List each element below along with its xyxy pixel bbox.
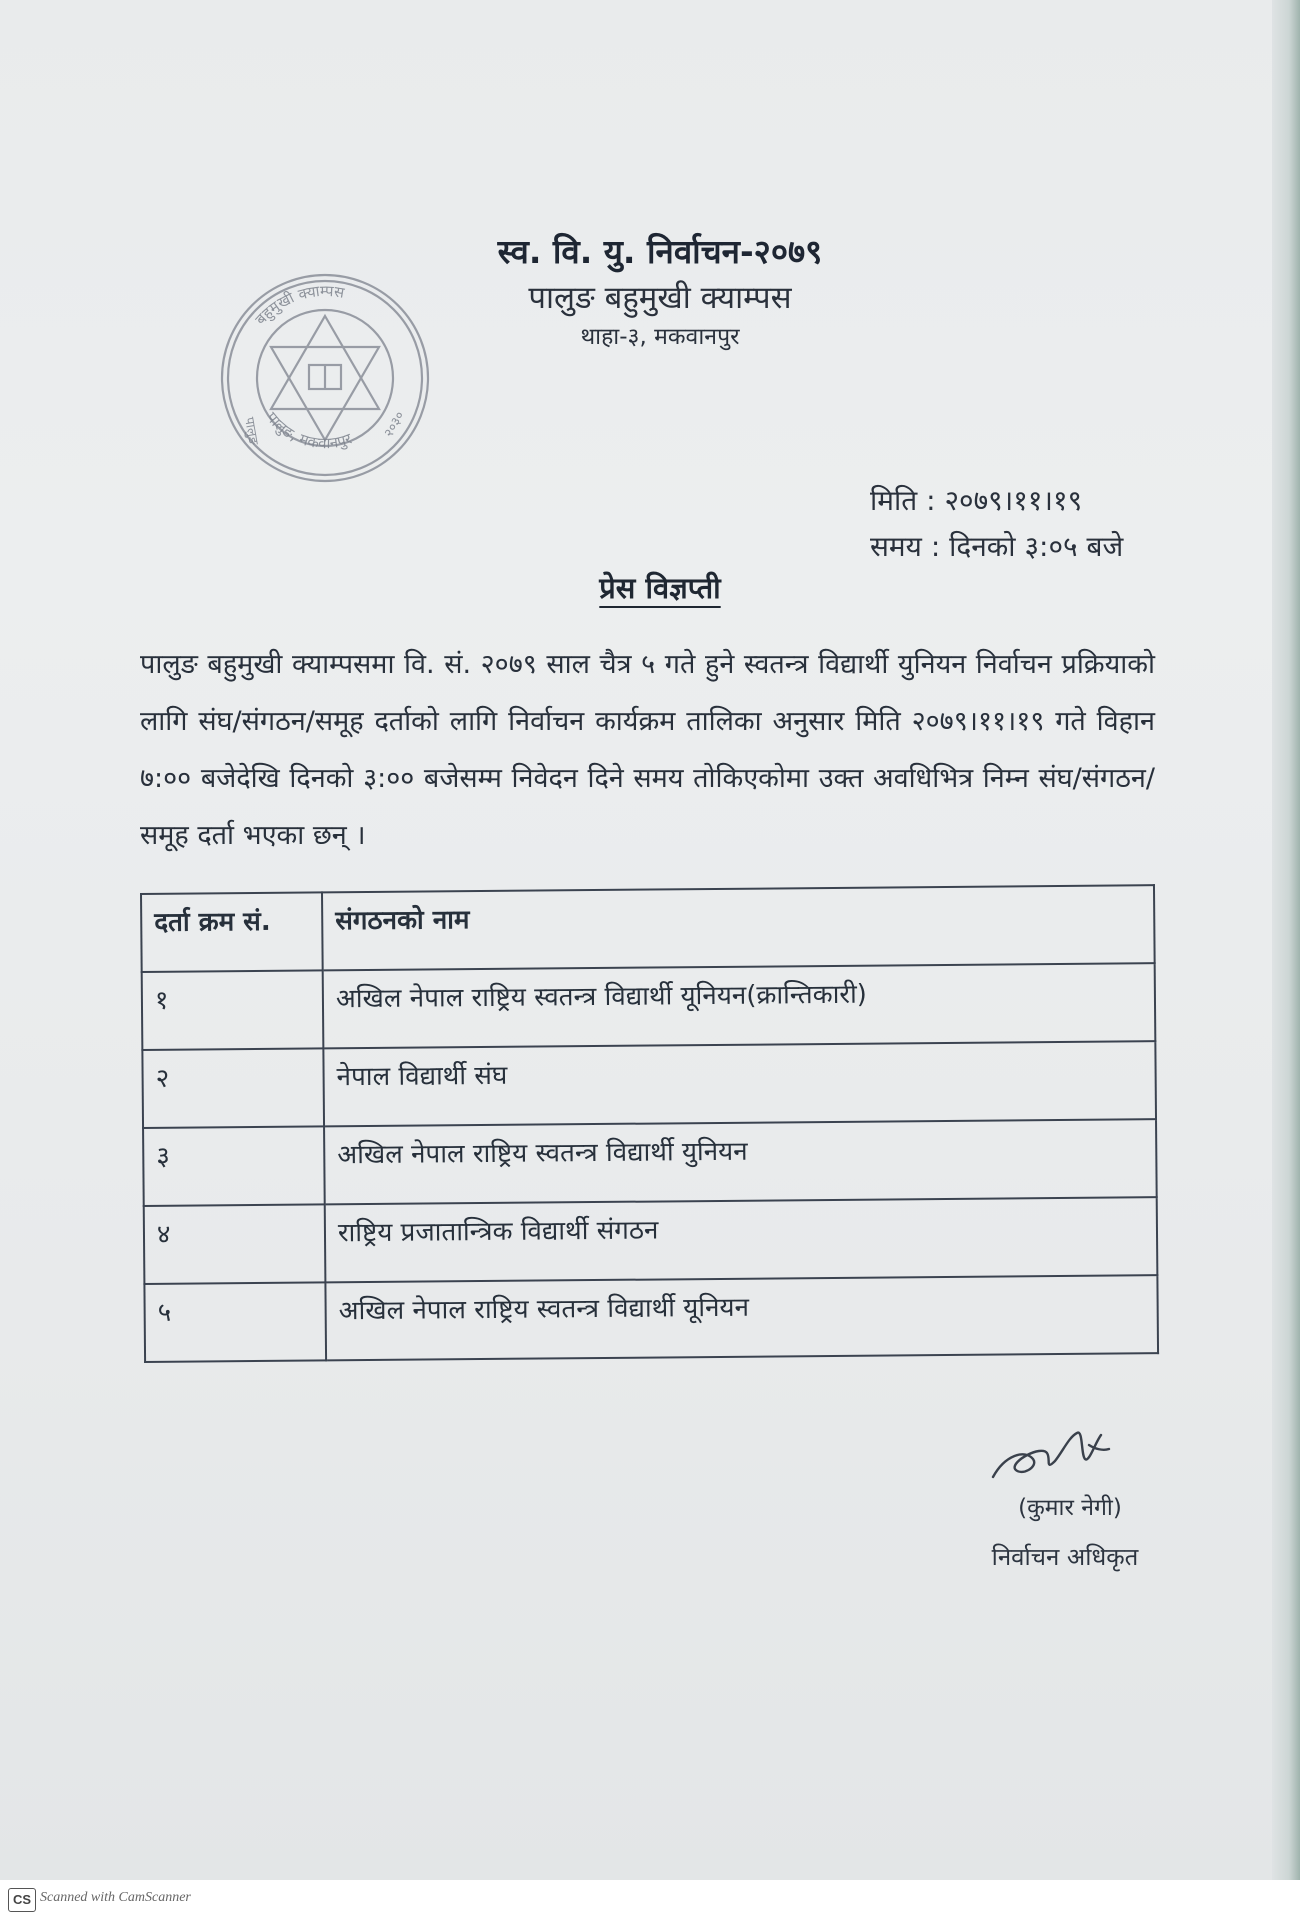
serial-number-cell: ३ [143, 1126, 325, 1206]
election-title: स्व. वि. यु. निर्वाचन-२०७९ [497, 232, 823, 271]
campus-address: थाहा-३, मकवानपुर [580, 324, 740, 350]
table-row [142, 963, 1156, 1050]
page-edge-shadow [1272, 0, 1300, 1880]
table-row [144, 1275, 1158, 1362]
camscanner-logo-icon: CS [8, 1888, 36, 1912]
document-header [440, 228, 880, 354]
seal-year-text: २०३० [381, 409, 408, 440]
svg-text:बहुमुखी क्याम्पस [251, 282, 346, 328]
serial-number-cell: १ [142, 970, 324, 1050]
seal-left-text: पालुङ [241, 416, 261, 447]
serial-number-cell: ५ [144, 1282, 326, 1362]
table-header-row [141, 885, 1155, 972]
handwritten-signature [985, 1415, 1115, 1495]
seal-bottom-text: पालुङ, मकवानपुर [262, 408, 355, 453]
scanner-footer [0, 1880, 1300, 1920]
seal-top-text: बहुमुखी क्याम्पस [251, 281, 346, 329]
signatory-name: (कुमार नेगी) [1018, 1495, 1122, 1521]
svg-text:पालुङ, मकवानपुर [263, 409, 355, 453]
table-row [144, 1197, 1158, 1284]
organization-name-cell: अखिल नेपाल राष्ट्रिय स्वतन्त्र विद्यार्थी यूनियन [325, 1275, 1158, 1360]
table-row [143, 1119, 1157, 1206]
organization-name-cell: अखिल नेपाल राष्ट्रिय स्वतन्त्र विद्यार्थी युनियन [324, 1119, 1157, 1204]
header-serial-number: दर्ता क्रम सं. [141, 892, 323, 972]
camscanner-watermark-text: Scanned with CamScanner [40, 1890, 191, 1905]
issue-date: मिति : २०७९।११।१९ [870, 484, 1083, 517]
table-row [142, 1041, 1156, 1128]
issue-time: समय : दिनको ३:०५ बजे [870, 530, 1124, 563]
notice-body-paragraph: पालुङ बहुमुखी क्याम्पसमा वि. सं. २०७९ साल चैत्र ५ गते हुने स्वतन्त्र विद्यार्थी युनियन निर्वाचन प्रक्रियाको लागि संघ/संगठन/समूह दर्ताको लागि निर्वाचन कार्यक्रम तालिका अनुसार मिति २०७९।११।१९ गते विहान ७:०० बजेदेखि दिनको ३:०० बजेसम्म निवेदन दिने समय तोकिएकोमा उक्त अवधिभित्र निम्न संघ/संगठन/समूह दर्ता भएका छन् । [140, 649, 1155, 851]
registered-organizations-table [140, 884, 1159, 1363]
organization-name-cell: अखिल नेपाल राष्ट्रिय स्वतन्त्र विद्यार्थी यूनियन(क्रान्तिकारी) [323, 963, 1156, 1048]
organization-name-cell: नेपाल विद्यार्थी संघ [323, 1041, 1156, 1126]
press-release-heading: प्रेस विज्ञप्ती [599, 571, 721, 605]
serial-number-cell: २ [142, 1048, 324, 1128]
campus-name: पालुङ बहुमुखी क्याम्पस [528, 280, 792, 316]
serial-number-cell: ४ [144, 1204, 326, 1284]
organization-name-cell: राष्ट्रिय प्रजातान्त्रिक विद्यार्थी संगठन [325, 1197, 1158, 1282]
date-time-block [870, 478, 1170, 570]
signatory-designation: निर्वाचन अधिकृत [991, 1543, 1139, 1571]
header-organization-name: संगठनको नाम [322, 885, 1155, 970]
campus-seal-stamp [215, 268, 435, 488]
